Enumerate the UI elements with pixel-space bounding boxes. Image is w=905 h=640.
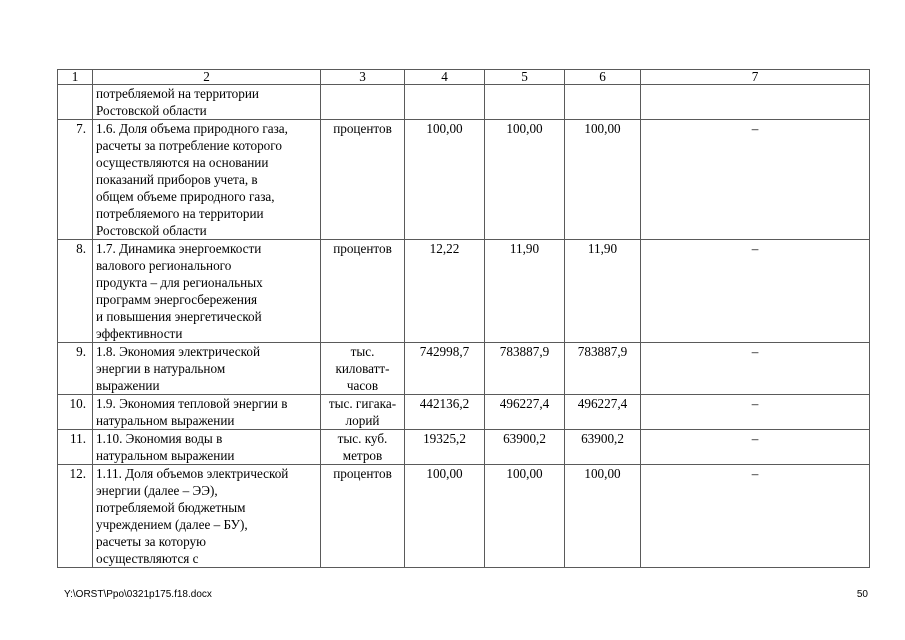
table-row bbox=[58, 395, 870, 430]
value-col4-cell: 742998,7 bbox=[405, 343, 485, 395]
row-number-cell: 7. bbox=[58, 120, 93, 240]
value-col6-cell: 11,90 bbox=[565, 240, 641, 343]
value-col5-cell: 100,00 bbox=[485, 120, 565, 240]
value-col6-cell: 783887,9 bbox=[565, 343, 641, 395]
value-col4-cell bbox=[405, 85, 485, 120]
row-number-cell: 12. bbox=[58, 465, 93, 568]
note-cell: – bbox=[641, 430, 870, 465]
value-col5-cell: 63900,2 bbox=[485, 430, 565, 465]
file-path-footer: Y:\ORST\Ppo\0321p175.f18.docx bbox=[64, 589, 212, 600]
column-header: 5 bbox=[485, 70, 565, 85]
column-header: 3 bbox=[321, 70, 405, 85]
value-col4-cell: 19325,2 bbox=[405, 430, 485, 465]
indicator-name-cell: потребляемой на территории Ростовской области bbox=[93, 85, 321, 120]
value-col5-cell: 11,90 bbox=[485, 240, 565, 343]
note-cell: – bbox=[641, 240, 870, 343]
indicator-name-cell: 1.8. Экономия электрической энергии в натуральном выражении bbox=[93, 343, 321, 395]
value-col6-cell bbox=[565, 85, 641, 120]
unit-cell: тыс. куб. метров bbox=[321, 430, 405, 465]
indicator-name-cell: 1.10. Экономия воды в натуральном выражении bbox=[93, 430, 321, 465]
note-cell: – bbox=[641, 465, 870, 568]
row-number-cell: 11. bbox=[58, 430, 93, 465]
row-number-cell: 8. bbox=[58, 240, 93, 343]
table-row bbox=[58, 85, 870, 120]
data-table bbox=[57, 69, 870, 568]
table-row bbox=[58, 240, 870, 343]
row-number-cell bbox=[58, 85, 93, 120]
indicator-name-cell: 1.7. Динамика энергоемкости валового регионального продукта – для региональных программ энергосбережения и повышения энергетической эффективности bbox=[93, 240, 321, 343]
column-header: 6 bbox=[565, 70, 641, 85]
value-col6-cell: 496227,4 bbox=[565, 395, 641, 430]
table-row bbox=[58, 120, 870, 240]
value-col4-cell: 100,00 bbox=[405, 120, 485, 240]
row-number-cell: 9. bbox=[58, 343, 93, 395]
value-col4-cell: 100,00 bbox=[405, 465, 485, 568]
value-col6-cell: 100,00 bbox=[565, 120, 641, 240]
value-col5-cell: 100,00 bbox=[485, 465, 565, 568]
table-header-row bbox=[58, 70, 870, 85]
page-number: 50 bbox=[856, 589, 868, 600]
unit-cell: процентов bbox=[321, 120, 405, 240]
indicator-name-cell: 1.9. Экономия тепловой энергии в натуральном выражении bbox=[93, 395, 321, 430]
table-row bbox=[58, 430, 870, 465]
column-header: 4 bbox=[405, 70, 485, 85]
value-col5-cell: 496227,4 bbox=[485, 395, 565, 430]
table-body bbox=[58, 70, 870, 568]
unit-cell: процентов bbox=[321, 465, 405, 568]
column-header: 2 bbox=[93, 70, 321, 85]
column-header: 7 bbox=[641, 70, 870, 85]
value-col6-cell: 100,00 bbox=[565, 465, 641, 568]
note-cell: – bbox=[641, 343, 870, 395]
indicator-name-cell: 1.6. Доля объема природного газа, расчеты за потребление которого осуществляются на основании показаний приборов учета, в общем объеме природного газа, потребляемого на территории Ростовской области bbox=[93, 120, 321, 240]
value-col4-cell: 12,22 bbox=[405, 240, 485, 343]
unit-cell: тыс. гигака- лорий bbox=[321, 395, 405, 430]
row-number-cell: 10. bbox=[58, 395, 93, 430]
table-row bbox=[58, 465, 870, 568]
note-cell: – bbox=[641, 395, 870, 430]
value-col5-cell bbox=[485, 85, 565, 120]
value-col5-cell: 783887,9 bbox=[485, 343, 565, 395]
value-col4-cell: 442136,2 bbox=[405, 395, 485, 430]
note-cell: – bbox=[641, 120, 870, 240]
indicator-name-cell: 1.11. Доля объемов электрической энергии (далее – ЭЭ), потребляемой бюджетным учреждением (далее – БУ), расчеты за которую осуществляются с bbox=[93, 465, 321, 568]
column-header: 1 bbox=[58, 70, 93, 85]
unit-cell bbox=[321, 85, 405, 120]
table-row bbox=[58, 343, 870, 395]
note-cell bbox=[641, 85, 870, 120]
unit-cell: процентов bbox=[321, 240, 405, 343]
value-col6-cell: 63900,2 bbox=[565, 430, 641, 465]
unit-cell: тыс. киловатт- часов bbox=[321, 343, 405, 395]
